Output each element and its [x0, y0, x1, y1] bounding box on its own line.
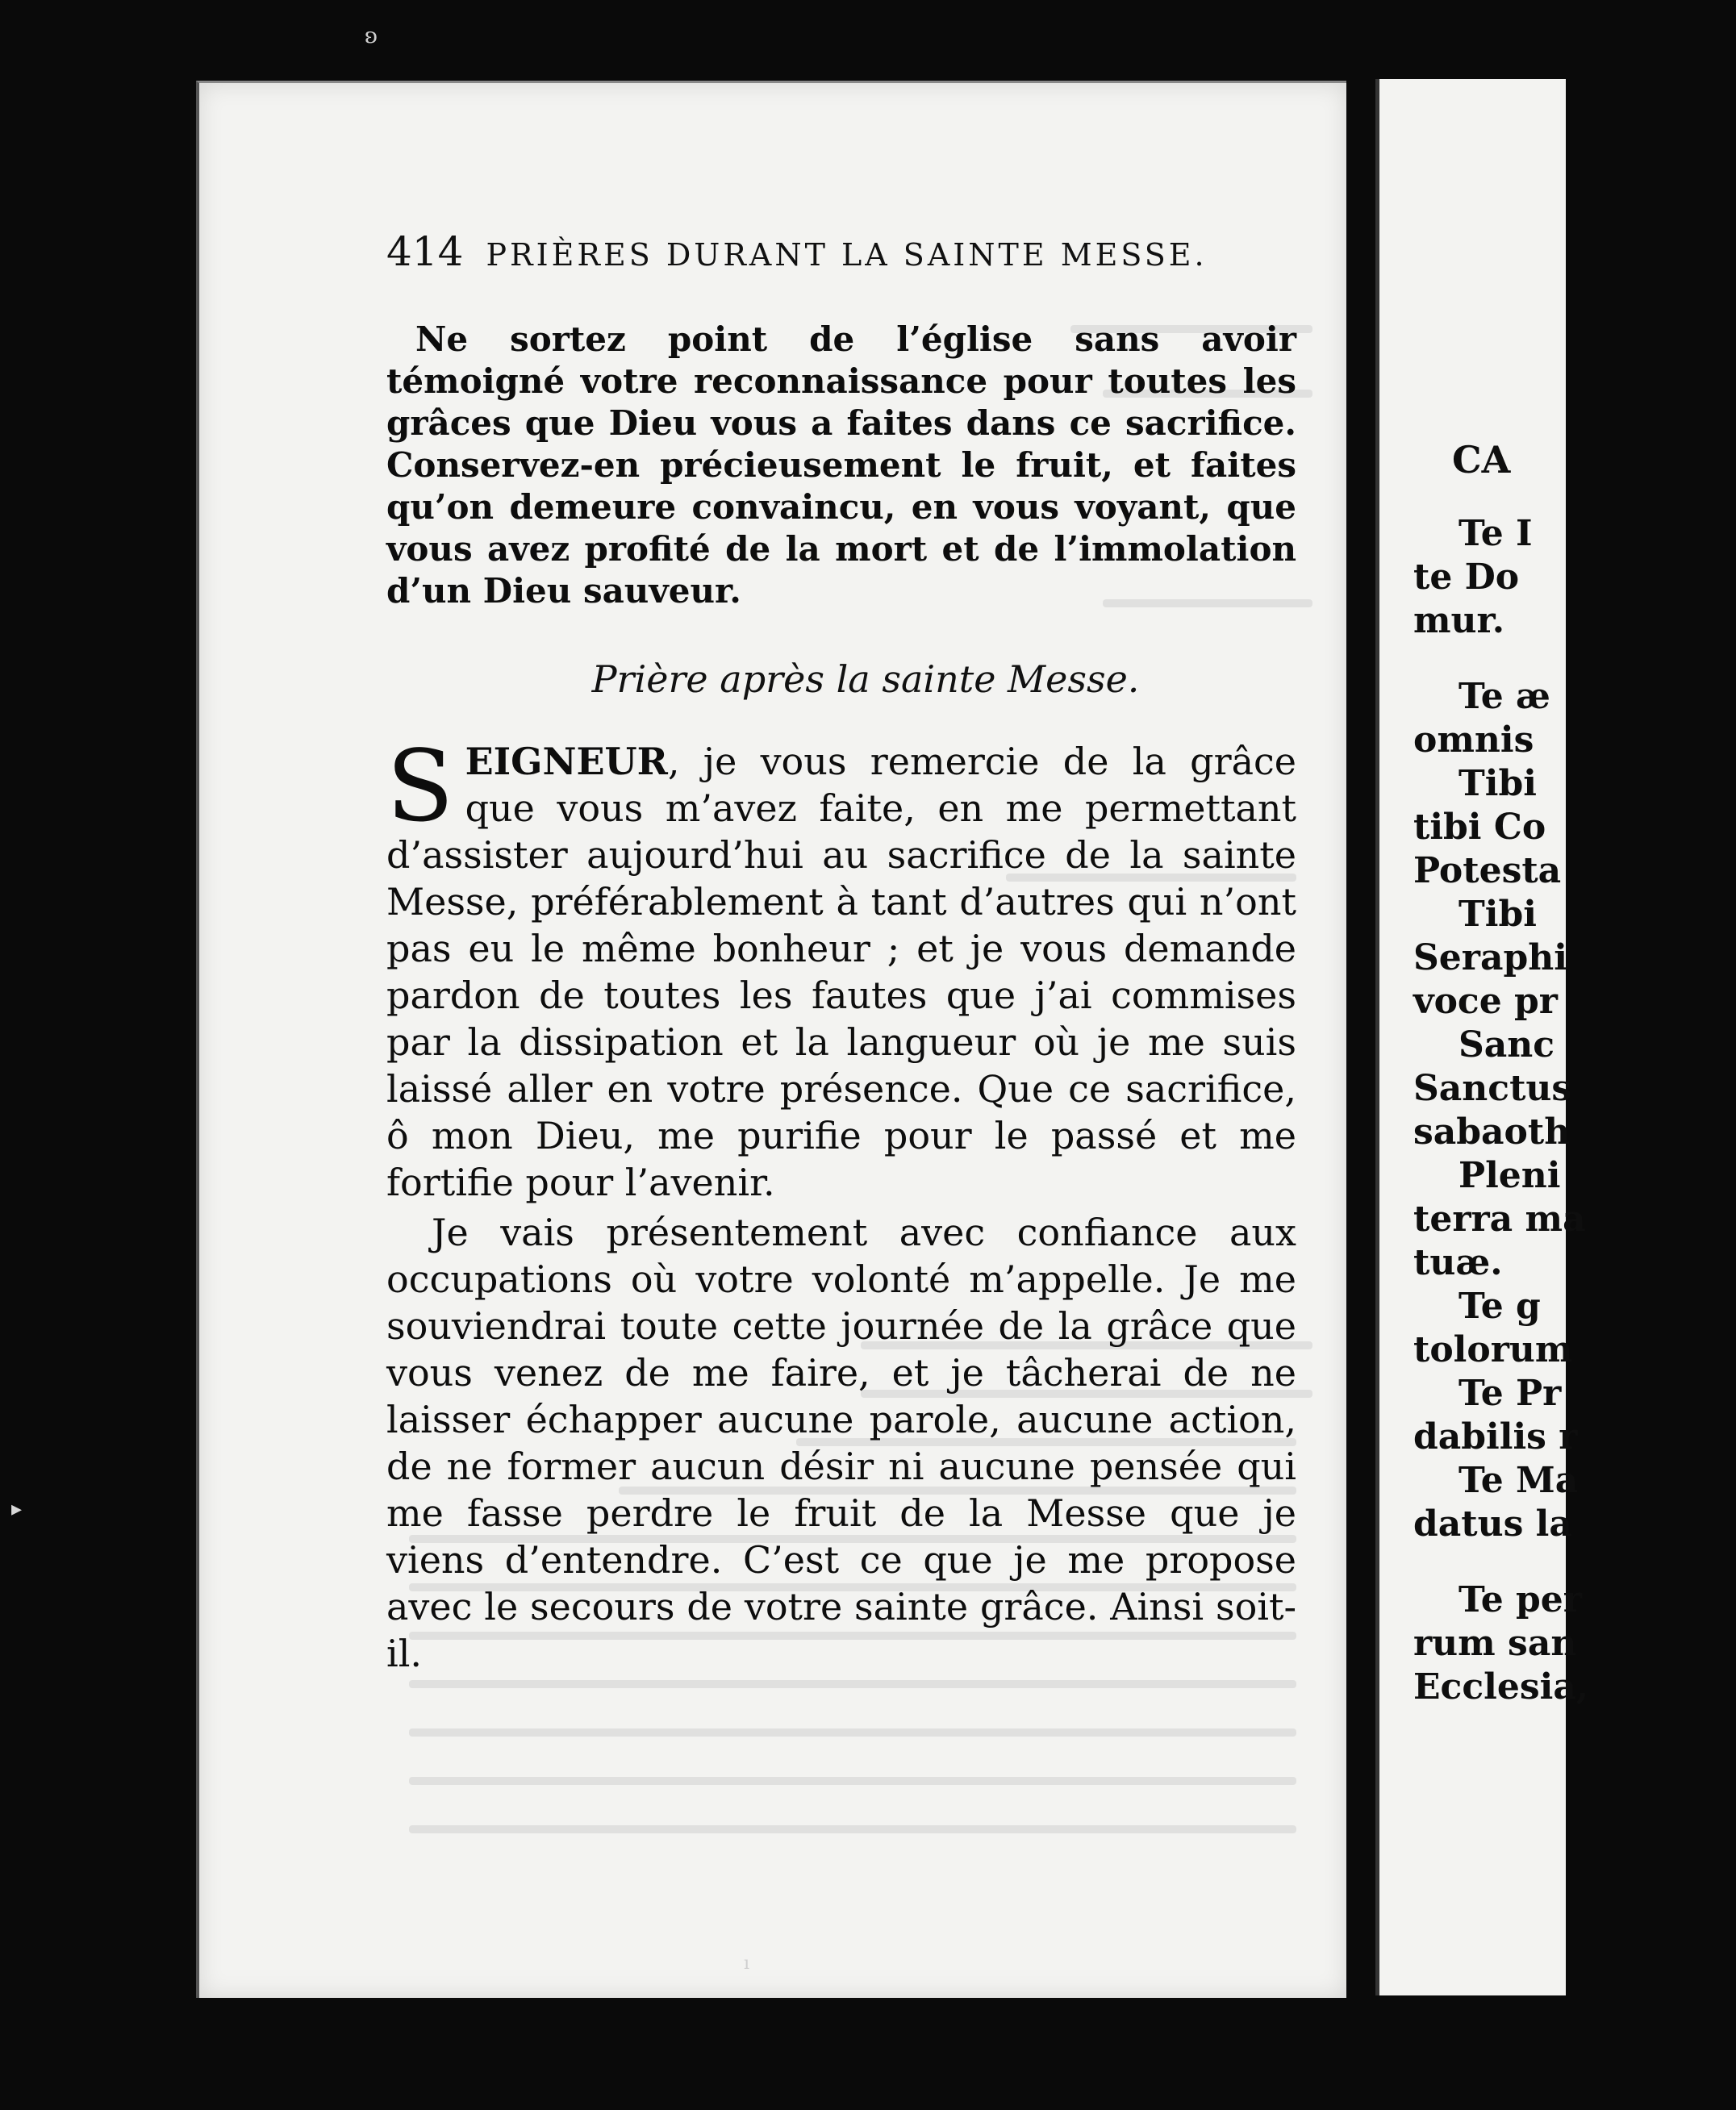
right-page-line: voce pr — [1413, 981, 1558, 1022]
scan-mark: ʚ — [365, 24, 378, 48]
running-head: PRIÈRES DURANT LA SAINTE MESSE. — [486, 237, 1208, 273]
right-page-line: sabaoth — [1413, 1111, 1571, 1153]
right-page-line: tibi Co — [1413, 807, 1546, 848]
page-header — [386, 228, 1296, 285]
right-page-line: dabilis r — [1413, 1416, 1578, 1457]
small-caps-word: EIGNEUR — [465, 740, 668, 783]
right-page-line: Tibi — [1458, 894, 1537, 935]
margin-mark: ▸ — [11, 1497, 23, 1521]
right-page-line: Te æ — [1458, 676, 1550, 717]
right-page-line: Te Ma — [1458, 1460, 1579, 1501]
page-number: 414 — [386, 228, 464, 275]
right-page-text — [1413, 438, 1736, 1709]
right-page-line: Seraphi — [1413, 937, 1567, 978]
prayer-paragraph-1 — [386, 729, 1296, 1206]
page-body — [386, 228, 1296, 1677]
right-page-line: Sanc — [1458, 1024, 1555, 1065]
paragraph-1-text: , je vous remercie de la grâce que vous m’avez faite, en me permettant d’assister aujourd’hui au sacrifice de la sainte Messe, préférablement à tant d’autres qui n’ont pas eu le même bonheur ; et je vous demande pardon de toutes les fautes que j’ai commises par la dissipation et la langueur où je me suis laissé aller en votre présence. Que ce sacrifice, ô mon Dieu, me purifie pour le passé et me fortifie pour l’avenir. — [386, 740, 1296, 1204]
right-page-line: Ecclesia, — [1413, 1666, 1589, 1708]
intro-paragraph: Ne sortez point de l’église sans avoir témoigné votre reconnaissance pour toutes les grâces que Dieu vous a faites dans ce sacrifice. Conservez-en précieusement le fruit, et faites qu’on demeure convaincu, en vous voyant, que vous avez profité de la mort et de l’immolation d’un Dieu sauveur. — [386, 319, 1296, 611]
right-page-line: Sanctus — [1413, 1068, 1572, 1109]
left-book-page — [196, 81, 1346, 1998]
right-page-line — [1413, 643, 1736, 675]
right-page-heading: CA — [1452, 438, 1511, 482]
right-page-line: te Do — [1413, 557, 1520, 598]
right-page-line: tuæ. — [1413, 1242, 1503, 1283]
right-page-line: Te g — [1458, 1286, 1541, 1327]
right-page-line: Te Pr — [1458, 1373, 1562, 1414]
drop-cap: S — [386, 729, 454, 844]
right-page-line: terra ma — [1413, 1199, 1586, 1240]
right-page-line: Pleni — [1458, 1155, 1561, 1196]
right-page-line: Potesta — [1413, 850, 1562, 891]
right-page-line: tolorum — [1413, 1329, 1573, 1370]
right-page-line — [1413, 1546, 1736, 1578]
right-page-line: Te I — [1458, 513, 1533, 554]
right-page-line: Te per — [1458, 1579, 1582, 1620]
prayer-text — [386, 729, 1296, 1677]
gutter-mark: ı — [744, 1954, 750, 1974]
prayer-paragraph-2: Je vais présentement avec confiance aux occupations où votre volonté m’appelle. Je me souviendrai toute cette journée de la grâce que vous venez de me faire, et je tâcherai de ne laisser échapper aucune parole, aucune action, de ne former aucun désir ni aucune pensée qui me fasse perdre le fruit de la Messe que je viens d’entendre. C’est ce que je me propose avec le secours de votre sainte grâce. Ainsi soit-il. — [386, 1211, 1296, 1675]
right-book-page — [1375, 79, 1589, 1995]
right-page-line: mur. — [1413, 600, 1505, 641]
right-page-line: Tibi — [1458, 763, 1537, 804]
right-page-line: rum san — [1413, 1623, 1577, 1664]
prayer-title: Prière après la sainte Messe. — [591, 657, 1140, 701]
right-page-line: omnis — [1413, 719, 1534, 761]
right-page-line: datus la — [1413, 1503, 1572, 1545]
